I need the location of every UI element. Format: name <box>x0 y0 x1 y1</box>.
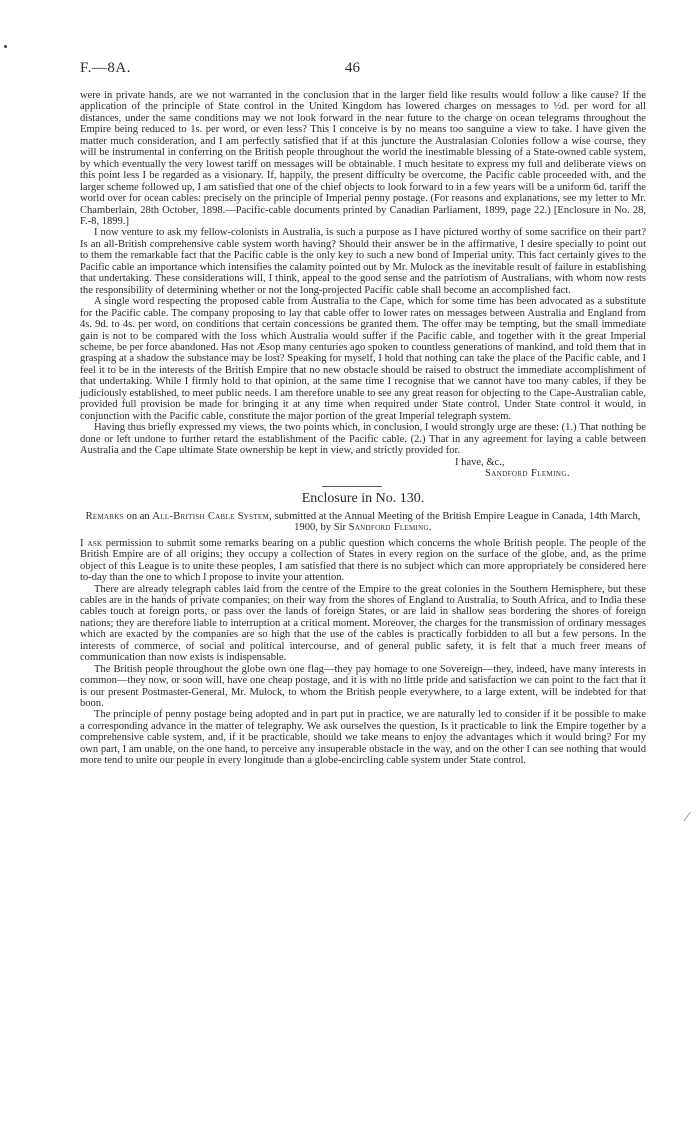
document-reference: F.—8A. <box>80 60 131 76</box>
paragraph: A single word respecting the proposed cable from Australia to the Cape, which for some time has been advocated as a substitute for the Pacific cable. The company proposing to lay that cable offer to lower rates on messages between Australia and England from 4s. 9d. to 4s. per word, on conditions that certain concessions be granted them. The offer may be tempting, but the small immediate gain is not to be compared with the loss which Australia would suffer if the Pacific cable, and together with it the great Imperial scheme, be per force abandoned. Has not Æsop many centuries ago spoken to countless generations of mankind, and told them that in grasping at a shadow the substance may be lost? Speaking for myself, I hold that nothing can take the place of the Pacific cable, and I feel it to be in the interests of the British Empire that no new obstacle should be raised to obstruct the immediate accomplishment of that undertaking. While I firmly hold to that opinion, at the same time I recognise that we cannot have too many cables, if they be judiciously established, to meet public needs. I am therefore unable to see any great reason for objecting to the Cape-Australian cable, provided full provision be made for bringing it at any time when required under State control. Under State control it would, in conjunction with the Pacific cable, constitute the major portion of the great Imperial telegraph system. <box>80 296 646 422</box>
subtitle-rest: submitted at the Annual Meeting of the British Empire League in Canada, 14th March, 1900, by Sir <box>271 510 641 534</box>
paragraph: The principle of penny postage being adopted and in part put in practice, we are naturally led to consider if it be possible to make a corresponding advance in the matter of telegraphy. We ask ourselves the question, Is it practicable to link the Empire together by a comprehensive cable system, and, if it be practicable, should we take means to enjoy the advantages which it would bring? For my own part, I am unable, on the one hand, to perceive any insuperable obstacle in the way, and on the other I can see nothing that would more tend to unite our people in every longitude than a globe-encircling cable system under State control. <box>80 709 646 767</box>
paragraph: The British people throughout the globe own one flag—they pay homage to one Sovereign—they, indeed, have many interests in common—they now, or soon will, have one cheap postage, and it is with no little pride and satisfaction we can point to the fact that it is our present Postmaster-General, Mr. Mulock, to whom the British people everywhere, to a large extent, will be indebted for that boon. <box>80 663 646 710</box>
page-header <box>80 60 646 90</box>
enclosure-body <box>80 538 646 767</box>
opening-words: I ask <box>80 537 103 549</box>
paragraph: There are already telegraph cables laid from the centre of the Empire to the great colonies in the Southern Hemisphere, but these cables are in the hands of private companies; on their way from the shores of England to Australia, to South Africa, and to India these cables touch at foreign ports, or pass over the lands of foreign States, or are laid in shallow seas bordering the shores of foreign nations; they are therefore liable to interruption at a critical moment. Moreover, the charges for the transmission of ordinary messages which are exacted by the companies are so high that the use of the cables is practically forbidden to all but a few persons. In the interests of commerce, of social and political intercourse, and of general public safety, it is felt that a much freer means of communication than now exists is indispensable. <box>80 583 646 664</box>
subtitle-author: Sandford Fleming. <box>348 522 432 534</box>
signature: Sandford Fleming. <box>485 468 570 480</box>
document-page <box>80 60 646 767</box>
subtitle-middle: on an <box>123 510 153 522</box>
paragraph-text: permission to submit some remarks bearing on a public question which concerns the whole British people. The people of the British Empire are of all origins; they occupy a collection of States in every region on the surface of the globe, and, as the prime object of this League is to unite these peoples, I am satisfied that there is no subject which can more appropriately be considered here to-day than the one to which I propose to invite your attention. <box>80 537 646 584</box>
subtitle-prefix: Remarks <box>85 510 124 522</box>
page-number: 46 <box>345 60 360 76</box>
paragraph <box>80 538 646 584</box>
subtitle-topic: All-British Cable System, <box>152 510 272 522</box>
section-divider <box>322 486 382 487</box>
paragraph: were in private hands, are we not warranted in the conclusion that in the larger field like results would follow a like cause? If the application of the principle of State control in the United Kingdom has lowered charges on messages to ½d. per word for all distances, under the same conditions may we not look forward in the near future to the charge on ocean telegrams throughout the Empire being reduced to 1s. per word, or even less? This I conceive is by no means too sanguine a view to take. I have given the matter much consideration, and I am perfectly satisfied that if at this juncture the Australasian Colonies follow a wise course, they will be instrumental in conferring on the British people throughout the world the inestimable blessing of a State-owned cable system, by which eventually the very lowest tariff on messages will be obtainable. I much hesitate to express my full and deliberate views on this point less I be regarded as a visionary. If, happily, the present difficulty be overcome, the Pacific cable proceeded with, and the larger scheme followed up, I am satisfied that one of the chief objects to look forward to in a few years will be a uniform 6d. tariff the world over for ocean cables: precisely on the principle of Imperial penny postage. (For reasons and explanations, see my letter to Mr. Chamberlain, 28th October, 1898.—Pacific-cable documents printed by Canadian Parliament, 1899, page 22.) [Enclosure in No. 28, F.-8, 1899.] <box>80 90 646 227</box>
enclosure-title: Enclosure in No. 130. <box>301 490 425 506</box>
closing-line: I have, &c., <box>455 456 505 468</box>
letter-body <box>80 90 646 457</box>
enclosure-subtitle <box>80 511 646 534</box>
stray-dot-mark <box>4 45 7 48</box>
paragraph: Having thus briefly expressed my views, the two points which, in conclusion, I would strongly urge are these: (1.) That nothing be done or left undone to further retard the establishment of the Pacific cable. (2.) That in any agreement for laying a cable between Australia and the Cape ultimate State ownership be kept in view, and strictly provided for. <box>80 422 646 457</box>
paragraph: I now venture to ask my fellow-colonists in Australia, is such a purpose as I have pictured worthy of some sacrifice on their part? Is an all-British comprehensive cable system worth having? Should their answer be in the affirmative, I desire specially to point out to them the remarkable fact that the Pacific cable is the only key to such a new bond of Imperial unity. This fact certainly gives to the Pacific cable an importance which intensifies the calamity pointed out by Mr. Mulock as the inevitable result of failure in establishing that undertaking. These considerations will, I think, appeal to the good sense and the patriotism of Australians, with whom now rests the responsibility of determining whether or not the long-projected Pacific cable shall become an accomplished fact. <box>80 227 646 296</box>
signoff <box>80 457 646 480</box>
margin-pencil-mark: ⁄ <box>686 810 689 825</box>
